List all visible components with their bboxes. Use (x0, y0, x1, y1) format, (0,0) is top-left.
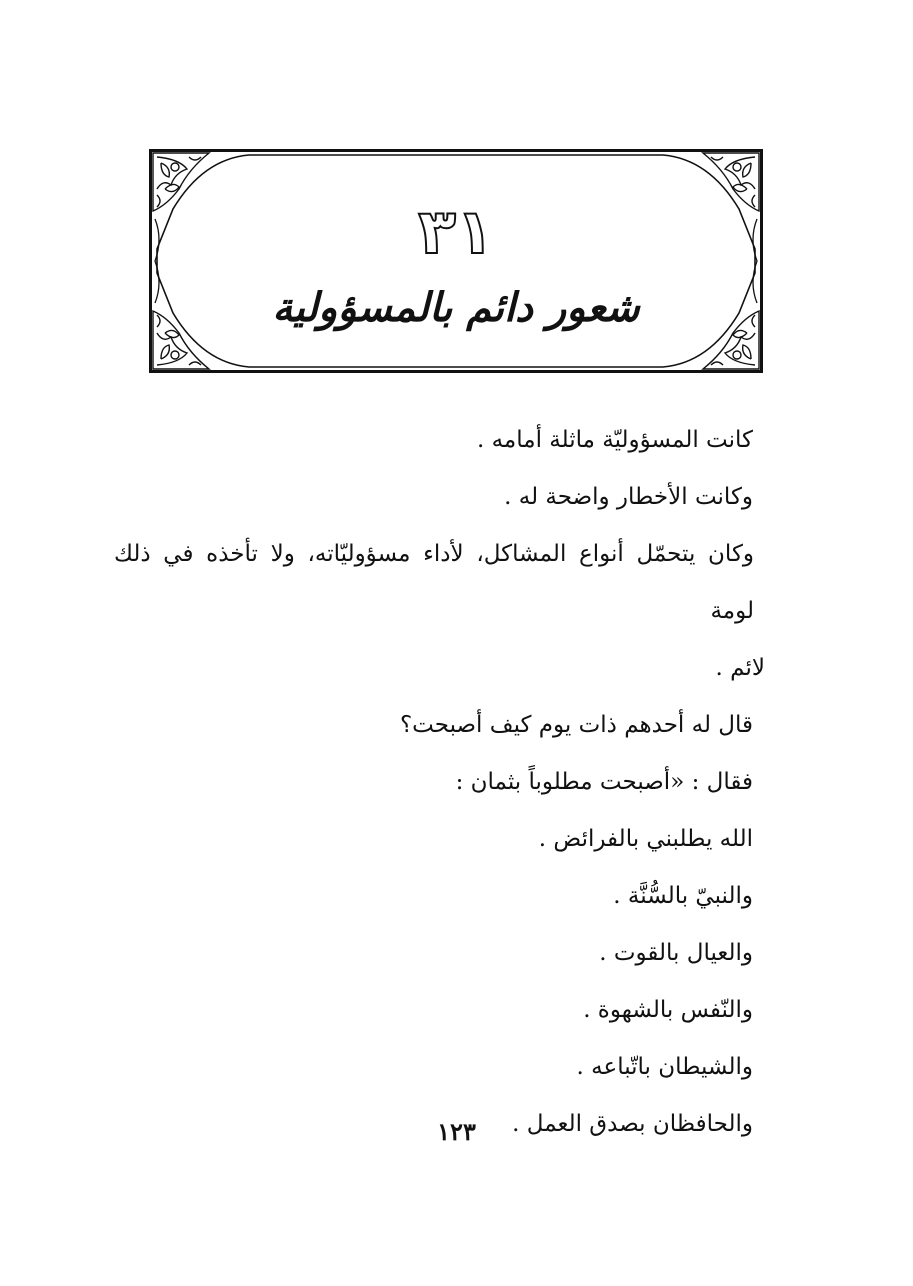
list-item: والعيال بالقوت . (599, 940, 753, 966)
chapter-title-frame (149, 149, 763, 373)
page-number: ١٢٣ (437, 1117, 476, 1146)
paragraph: وكانت الأخطار واضحة له . (504, 484, 753, 510)
list-item: والحافظان بصدق العمل . (512, 1111, 753, 1137)
list-item: والنبيّ بالسُّنَّة . (613, 883, 753, 909)
paragraph-continuation: لائم . (715, 655, 765, 681)
chapter-number: ٣١ (418, 195, 494, 268)
paragraph: كانت المسؤوليّة ماثلة أمامه . (476, 427, 753, 453)
list-item: والشيطان باتّباعه . (576, 1054, 753, 1080)
chapter-title: شعور دائم بالمسؤولية (272, 285, 640, 331)
list-item: والنّفس بالشهوة . (583, 997, 753, 1023)
paragraph: قال له أحدهم ذات يوم كيف أصبحت؟ (399, 712, 753, 738)
paragraph: وكان يتحمّل أنواع المشاكل، لأداء مسؤوليّاته، ولا تأخذه في ذلك لومة (114, 541, 754, 624)
chapter-body (103, 412, 765, 1153)
list-item: الله يطلبني بالفرائض . (538, 826, 753, 852)
paragraph: فقال : «أصبحت مطلوباً بثمان : (455, 769, 753, 795)
